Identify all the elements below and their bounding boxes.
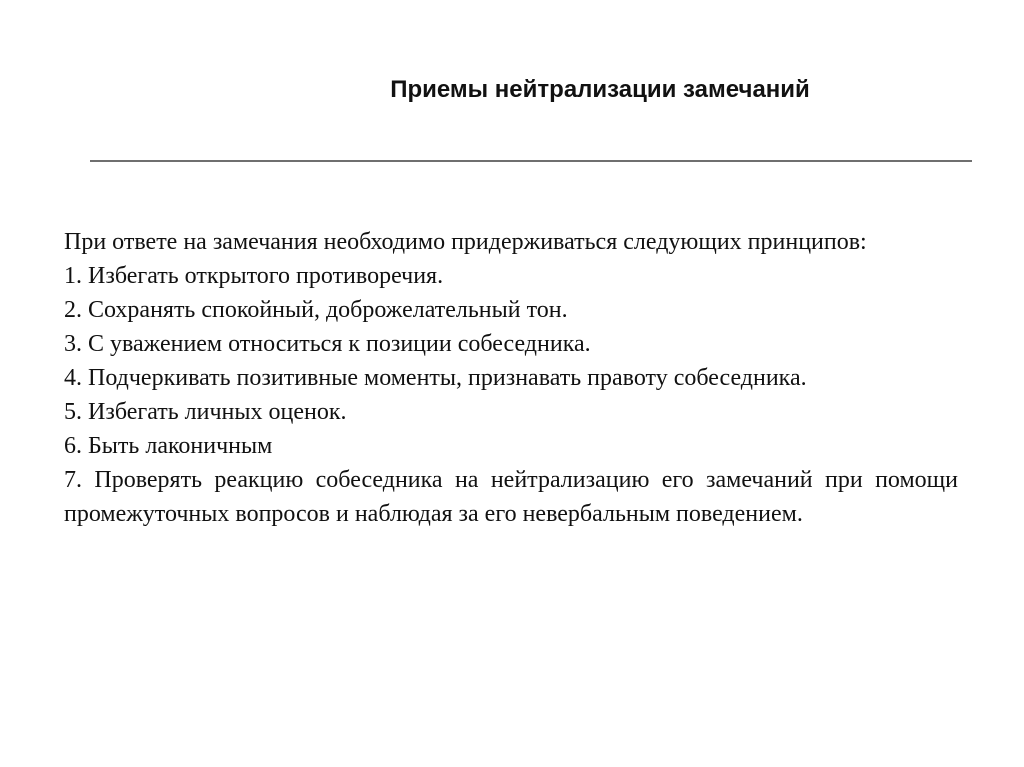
slide-body xyxy=(64,225,958,531)
principle-item: 2. Сохранять спокойный, доброжелательный тон. xyxy=(64,297,568,323)
principle-item: 4. Подчеркивать позитивные моменты, признавать правоту собеседника. xyxy=(64,365,807,391)
principle-item: 7. Проверять реакцию собеседника на нейтрализацию его замечаний при помощи промежуточных вопросов и наблюдая за его невербальным поведением. xyxy=(64,467,958,527)
principle-item: 3. С уважением относиться к позиции собеседника. xyxy=(64,331,591,357)
principle-item: 1. Избегать открытого противоречия. xyxy=(64,263,444,289)
principle-item: 5. Избегать личных оценок. xyxy=(64,399,347,425)
title-divider xyxy=(90,160,972,162)
intro-paragraph: При ответе на замечания необходимо придерживаться следующих принципов: xyxy=(64,229,867,255)
principles-list xyxy=(64,259,958,531)
slide-title: Приемы нейтрализации замечаний xyxy=(390,76,810,103)
principle-item: 6. Быть лаконичным xyxy=(64,433,273,459)
